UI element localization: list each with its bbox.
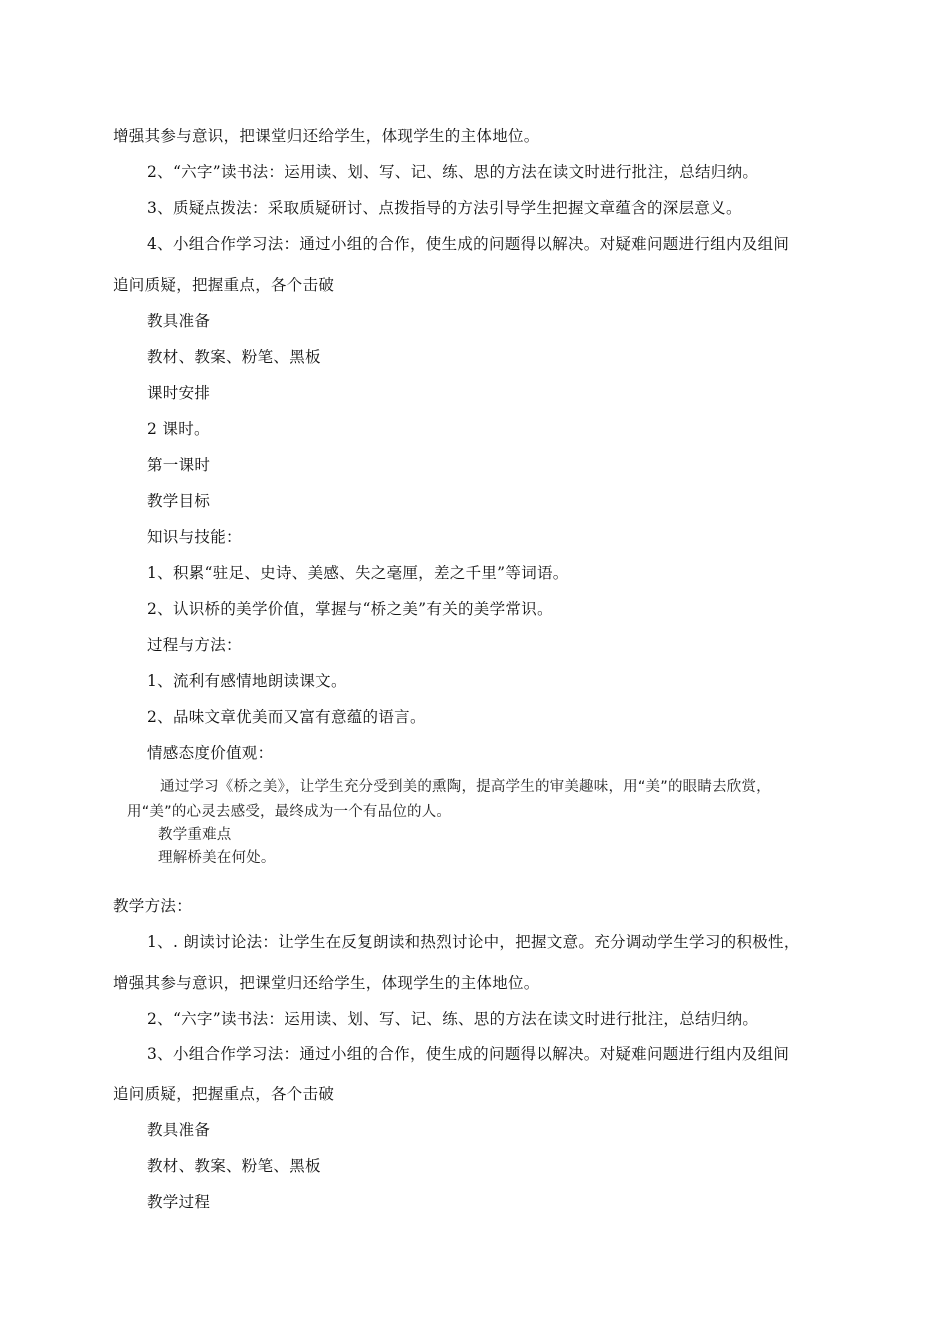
text-line: 4、小组合作学习法：通过小组的合作，使生成的问题得以解决。对疑难问题进行组内及组间 bbox=[147, 235, 790, 253]
section-heading: 教学重难点 bbox=[158, 827, 232, 843]
text-line: 教材、教案、粉笔、黑板 bbox=[147, 348, 321, 366]
text-line: 追问质疑，把握重点，各个击破 bbox=[113, 1085, 335, 1103]
text-line: 用“美”的心灵去感受，最终成为一个有品位的人。 bbox=[127, 804, 452, 820]
text-line: 追问质疑，把握重点，各个击破 bbox=[113, 276, 335, 294]
text-line: 2、认识桥的美学价值，掌握与“桥之美”有关的美学常识。 bbox=[147, 600, 553, 618]
section-heading: 教学过程 bbox=[147, 1193, 211, 1211]
subsection-heading: 情感态度价值观： bbox=[147, 744, 274, 762]
section-heading: 课时安排 bbox=[147, 384, 211, 402]
text-line: 1、. 朗读讨论法：让学生在反复朗读和热烈讨论中，把握文意。充分调动学生学习的积极性， bbox=[147, 933, 800, 951]
text-line: 2、“六字”读书法：运用读、划、写、记、练、思的方法在读文时进行批注，总结归纳。 bbox=[147, 1010, 759, 1028]
text-line: 教材、教案、粉笔、黑板 bbox=[147, 1157, 321, 1175]
section-heading: 教学目标 bbox=[147, 492, 211, 510]
text-line: 理解桥美在何处。 bbox=[158, 850, 276, 866]
text-line: 增强其参与意识，把课堂归还给学生，体现学生的主体地位。 bbox=[113, 974, 540, 992]
text-line: 增强其参与意识，把课堂归还给学生，体现学生的主体地位。 bbox=[113, 127, 540, 145]
section-heading: 教学方法： bbox=[113, 897, 193, 915]
subsection-heading: 知识与技能： bbox=[147, 528, 242, 546]
section-heading: 教具准备 bbox=[147, 1121, 211, 1139]
text-line: 通过学习《桥之美》，让学生充分受到美的熏陶，提高学生的审美趣味，用“美”的眼睛去欣赏， bbox=[160, 779, 771, 795]
text-line: 2、“六字”读书法：运用读、划、写、记、练、思的方法在读文时进行批注，总结归纳。 bbox=[147, 163, 759, 181]
text-line: 2、品味文章优美而又富有意蕴的语言。 bbox=[147, 708, 426, 726]
text-line: 1、积累“驻足、史诗、美感、失之毫厘，差之千里”等词语。 bbox=[147, 564, 569, 582]
text-line: 2 课时。 bbox=[147, 420, 210, 438]
section-heading: 第一课时 bbox=[147, 456, 211, 474]
text-line: 1、流利有感情地朗读课文。 bbox=[147, 672, 347, 690]
section-heading: 教具准备 bbox=[147, 312, 211, 330]
text-line: 3、质疑点拨法：采取质疑研讨、点拨指导的方法引导学生把握文章蕴含的深层意义。 bbox=[147, 199, 742, 217]
subsection-heading: 过程与方法： bbox=[147, 636, 242, 654]
text-line: 3、小组合作学习法：通过小组的合作，使生成的问题得以解决。对疑难问题进行组内及组间 bbox=[147, 1045, 790, 1063]
